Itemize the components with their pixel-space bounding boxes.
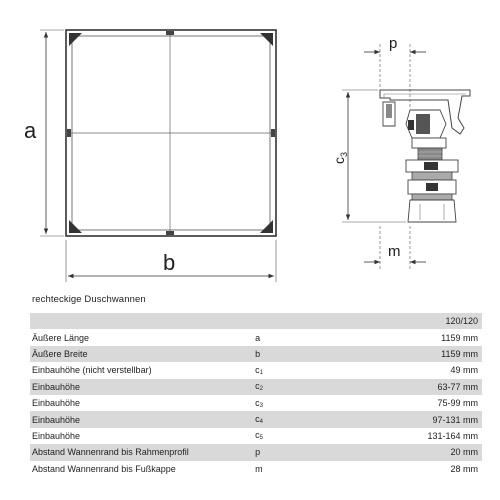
- table-row: [30, 411, 482, 427]
- dimension-b: [66, 240, 276, 282]
- spec-table-section: [30, 294, 482, 477]
- table-caption: rechteckige Duschwannen: [32, 294, 146, 305]
- table-header-row: [30, 313, 482, 329]
- symbol-subscript: 3: [259, 402, 263, 409]
- row-symbol: [255, 428, 373, 444]
- table-row: [30, 428, 482, 444]
- symbol-letter: p: [255, 447, 261, 458]
- spec-table: [30, 313, 482, 477]
- symbol-letter: c: [255, 430, 260, 441]
- dimension-b-label: b: [163, 250, 176, 275]
- row-symbol: [255, 362, 373, 378]
- row-value: 97-131 mm: [373, 411, 482, 427]
- fixing-left: [67, 129, 71, 137]
- row-symbol: [255, 346, 373, 362]
- row-symbol: [255, 379, 373, 395]
- dimension-a: [24, 30, 64, 236]
- dimension-a-label: a: [24, 118, 37, 143]
- row-label: Äußere Länge: [32, 332, 90, 343]
- symbol-letter: m: [255, 463, 263, 474]
- symbol-letter: a: [255, 332, 261, 343]
- row-value: 1159 mm: [373, 346, 482, 362]
- row-symbol: [255, 329, 373, 345]
- profile-section-view: [380, 90, 470, 222]
- symbol-letter: b: [255, 348, 261, 359]
- dimension-p-label: p: [389, 35, 398, 52]
- dimension-m: [364, 226, 426, 270]
- symbol-letter: c: [255, 364, 260, 375]
- table-row: [30, 362, 482, 378]
- row-value: 28 mm: [450, 463, 478, 474]
- table-row: [30, 346, 482, 362]
- row-symbol: [255, 395, 373, 411]
- dimension-c3-label: $c_3$: [331, 151, 349, 164]
- row-label: Äußere Breite: [30, 346, 255, 362]
- row-label: Abstand Wannenrand bis Rahmenprofil: [30, 444, 255, 460]
- foot-cap: [408, 200, 456, 222]
- fixing-right: [271, 129, 275, 137]
- row-symbol: [255, 444, 373, 460]
- table-row: [30, 329, 482, 345]
- symbol-letter: c: [255, 397, 260, 408]
- symbol-subscript: 2: [259, 386, 263, 393]
- symbol-subscript: 5: [259, 435, 263, 442]
- symbol-subscript: 4: [259, 419, 263, 426]
- dimension-m-label: m: [388, 243, 401, 260]
- row-value: 75-99 mm: [437, 398, 478, 409]
- row-label: Einbauhöhe: [32, 398, 81, 409]
- symbol-subscript: 1: [259, 369, 263, 376]
- row-value: 131-164 mm: [427, 430, 478, 441]
- foot-thread: [418, 148, 442, 160]
- row-symbol: [255, 411, 373, 427]
- table-row: [30, 379, 482, 395]
- row-label: Abstand Wannenrand bis Fußkappe: [32, 463, 176, 474]
- table-row: [30, 461, 482, 477]
- symbol-letter: c: [255, 381, 260, 392]
- table-row: [30, 395, 482, 411]
- row-label: Einbauhöhe: [30, 379, 255, 395]
- symbol-letter: c: [255, 414, 260, 425]
- row-label: Einbauhöhe: [32, 430, 81, 441]
- row-label: Einbauhöhe (nicht verstellbar): [32, 365, 152, 376]
- row-value: 49 mm: [450, 365, 478, 376]
- column-header: 120/120: [373, 313, 482, 329]
- row-value: 20 mm: [373, 444, 482, 460]
- tray-plan-view: [66, 30, 276, 236]
- fixing-top: [166, 31, 174, 35]
- fixing-bottom: [166, 231, 174, 235]
- table-row: [30, 444, 482, 460]
- row-label: Einbauhöhe: [30, 411, 255, 427]
- row-value: 63-77 mm: [373, 379, 482, 395]
- row-symbol: [255, 461, 373, 477]
- foot-collar: [412, 138, 446, 148]
- row-value: 1159 mm: [441, 332, 478, 343]
